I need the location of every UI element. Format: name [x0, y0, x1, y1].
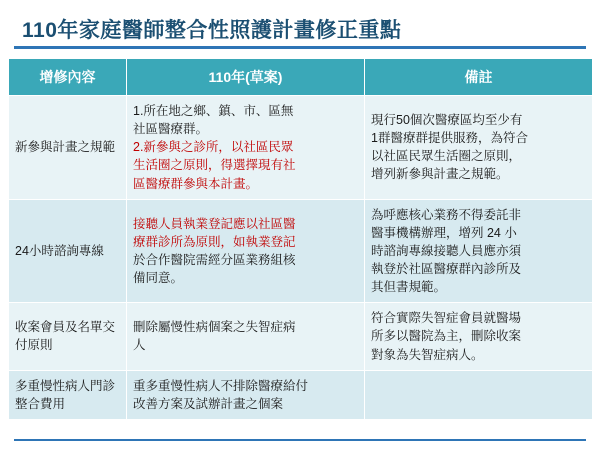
row-body	[127, 370, 365, 419]
body-line: 改善方案及試辦計畫之個案	[133, 396, 284, 411]
body-line: 刪除屬慢性病個案之失智症病	[133, 320, 296, 335]
row-note	[365, 303, 593, 370]
note-line: 其但書規範。	[371, 280, 447, 295]
note-line: 以社區民眾生活圈之原則，	[371, 149, 522, 164]
note-line: 執登於社區醫療群內診所及	[371, 262, 522, 276]
footer-divider	[14, 439, 586, 441]
body-line: 1.所在地之鄉、鎮、市、區無	[133, 104, 294, 118]
note-line: 為呼應核心業務不得委託非	[371, 207, 522, 222]
column-header-note: 備註	[365, 59, 593, 96]
note-line: 符合實際失智症會員就醫場	[371, 311, 522, 326]
revision-table	[8, 58, 593, 420]
body-line: 備同意。	[133, 271, 184, 286]
column-header-item: 增修內容	[9, 59, 127, 96]
body-line: 接聽人員執業登記應以社區醫	[133, 216, 296, 231]
note-line: 醫事機構辦理，增列 24 小	[371, 225, 517, 240]
page-title: 110年家庭醫師整合性照護計畫修正重點	[22, 19, 402, 42]
note-line: 現行50個次醫療區均至少有	[371, 113, 523, 128]
row-label: 新參與計畫之規範	[9, 96, 127, 200]
note-line: 1群醫療群提供服務，為符合	[371, 131, 528, 146]
table-row	[9, 370, 593, 419]
body-line: 2.新參與之診所，以社區民眾	[133, 140, 294, 155]
row-body	[127, 303, 365, 370]
body-line: 重多重慢性病人不排除醫療給付	[133, 378, 309, 393]
table-row	[9, 199, 593, 303]
table-row	[9, 303, 593, 370]
body-line: 生活圈之原則，得選擇現有社	[133, 158, 296, 173]
body-line: 於合作醫院需經分區業務組核	[133, 252, 296, 267]
row-note	[365, 199, 593, 303]
column-header-draft: 110年(草案)	[127, 59, 365, 96]
row-body	[127, 96, 365, 200]
table-row	[9, 96, 593, 200]
note-line: 增列新參與計畫之規範。	[371, 167, 509, 182]
body-line: 社區醫療群。	[133, 122, 209, 137]
note-line: 所多以醫院為主，刪除收案	[371, 329, 522, 344]
row-label: 收案會員及名單交付原則	[9, 303, 127, 370]
note-line: 時諮詢專線接聽人員應亦須	[371, 243, 522, 258]
row-note	[365, 370, 593, 419]
body-line: 人	[133, 338, 146, 353]
row-body	[127, 199, 365, 303]
row-note	[365, 96, 593, 200]
row-label: 24小時諮詢專線	[9, 199, 127, 303]
body-line: 療群診所為原則，如執業登記	[133, 234, 296, 249]
body-line: 區醫療群參與本計畫。	[133, 176, 259, 191]
table-header-row	[9, 59, 593, 96]
title-divider	[14, 46, 586, 49]
row-label: 多重慢性病人門診整合費用	[9, 370, 127, 419]
note-line: 對象為失智症病人。	[371, 347, 484, 362]
